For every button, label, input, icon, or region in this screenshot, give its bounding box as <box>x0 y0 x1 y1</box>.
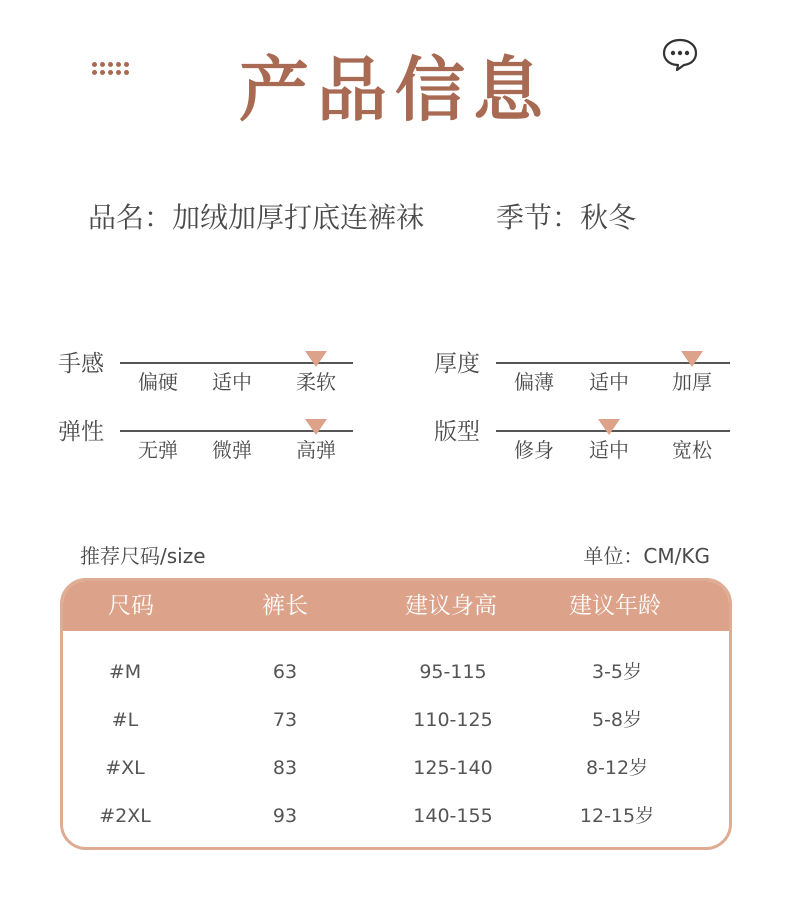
table-cell: 73 <box>272 709 298 731</box>
table-cell: #L <box>111 709 139 731</box>
table-cell: 110-125 <box>413 709 493 731</box>
table-row <box>63 755 729 781</box>
table-header-cell: 尺码 <box>108 593 154 619</box>
attribute-option: 无弹 <box>138 438 178 462</box>
attribute-label: 手感 <box>58 351 104 377</box>
size-section-title: 推荐尺码/size <box>80 544 206 568</box>
attribute-label: 版型 <box>434 419 480 445</box>
table-cell: 83 <box>272 757 298 779</box>
scale-marker-icon <box>305 419 327 435</box>
table-cell: #M <box>108 661 142 683</box>
table-cell: #2XL <box>99 805 151 827</box>
attribute-label: 厚度 <box>434 351 480 377</box>
attribute-option: 偏硬 <box>138 370 178 394</box>
attribute-option: 适中 <box>589 370 629 394</box>
product-name-value: 加绒加厚打底连裤袜 <box>172 201 425 234</box>
table-cell: 93 <box>272 805 298 827</box>
attribute-option: 适中 <box>589 438 629 462</box>
season <box>496 200 636 236</box>
size-unit: 单位：CM/KG <box>583 544 710 568</box>
table-cell: 3-5岁 <box>591 661 643 683</box>
table-header-cell: 建议身高 <box>405 593 497 619</box>
attribute-option: 微弹 <box>212 438 252 462</box>
table-row <box>63 659 729 685</box>
table-row <box>63 803 729 829</box>
table-cell: 8-12岁 <box>585 757 649 779</box>
scale-marker-icon <box>598 419 620 435</box>
size-table <box>60 578 732 850</box>
attribute-option: 适中 <box>212 370 252 394</box>
attribute-option: 加厚 <box>672 370 712 394</box>
table-cell: 140-155 <box>413 805 493 827</box>
table-cell: 12-15岁 <box>579 805 655 827</box>
product-name <box>88 200 424 236</box>
attribute-option: 高弹 <box>296 438 336 462</box>
attribute-option: 修身 <box>514 438 554 462</box>
attribute-option: 偏薄 <box>514 370 554 394</box>
table-cell: #XL <box>105 757 145 779</box>
season-value: 秋冬 <box>580 201 637 234</box>
chat-bubble-icon <box>662 38 698 72</box>
table-header-cell: 裤长 <box>262 593 308 619</box>
table-cell: 95-115 <box>419 661 487 683</box>
attribute-option: 柔软 <box>296 370 336 394</box>
table-header-cell: 建议年龄 <box>569 593 661 619</box>
attribute-option: 宽松 <box>672 438 712 462</box>
page-title: 产品信息 <box>239 49 551 131</box>
table-row <box>63 707 729 733</box>
scale-marker-icon <box>305 351 327 367</box>
scale-marker-icon <box>681 351 703 367</box>
attribute-label: 弹性 <box>58 419 104 445</box>
table-header <box>63 581 729 631</box>
table-cell: 63 <box>272 661 298 683</box>
season-label: 季节： <box>496 201 581 234</box>
table-cell: 5-8岁 <box>591 709 643 731</box>
table-cell: 125-140 <box>413 757 493 779</box>
product-name-label: 品名： <box>88 201 173 234</box>
